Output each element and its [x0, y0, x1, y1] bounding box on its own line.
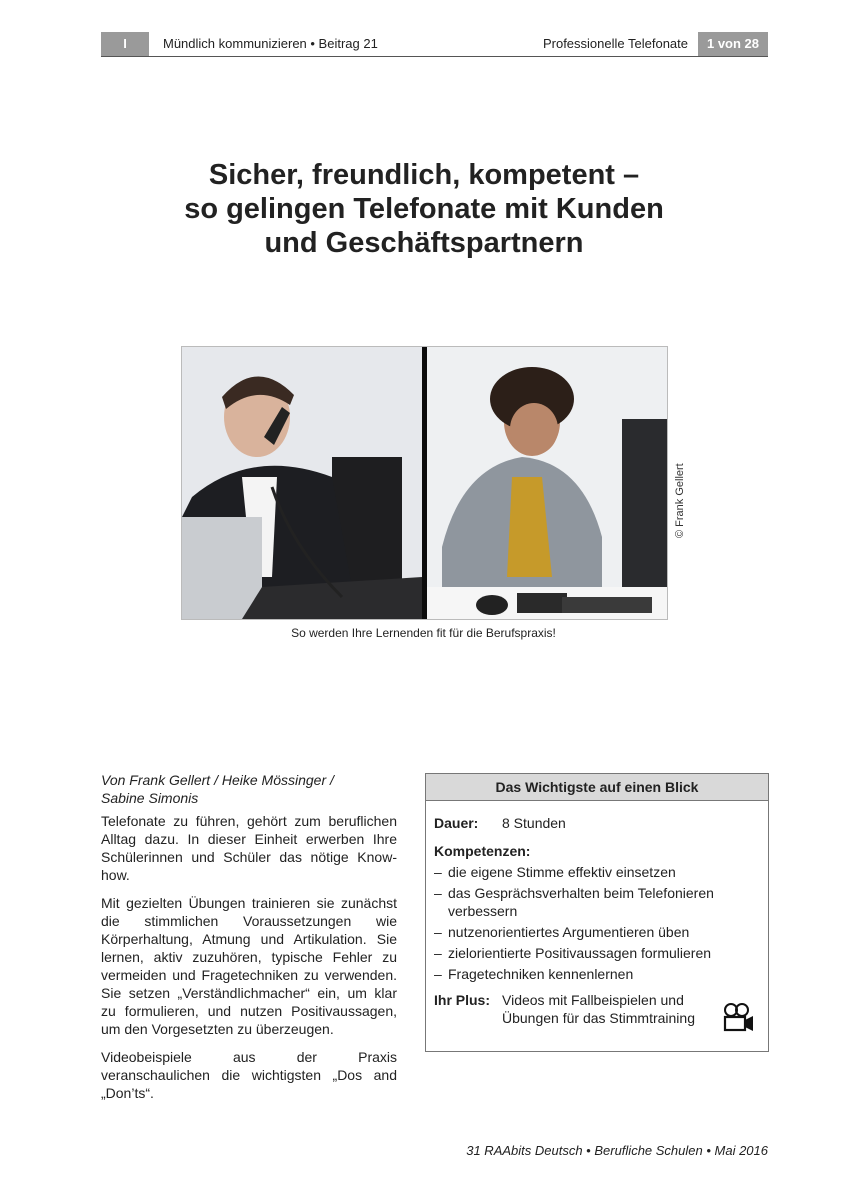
overview-heading: Das Wichtigste auf einen Blick: [426, 774, 768, 801]
competencies-label: Kompetenzen:: [434, 843, 531, 859]
list-item: – das Gesprächsverhalten beim Telefonieren verbessern: [434, 884, 760, 920]
photo-copyright: © Frank Gellert: [674, 463, 686, 538]
title-line-2: so gelingen Telefonate mit Kunden: [184, 193, 664, 225]
page-counter: 1 von 28: [698, 32, 768, 56]
section-badge: I: [101, 32, 149, 56]
header-topic: Professionelle Telefonate: [542, 36, 688, 51]
list-item: – Fragetechniken kennenlernen: [434, 966, 634, 982]
phone-call-illustration: [182, 347, 667, 619]
overview-box: [425, 773, 769, 1052]
list-item: – die eigene Stimme effektiv einsetzen: [434, 864, 676, 880]
authors-line-2: Sabine Simonis: [101, 790, 199, 806]
plus-label: Ihr Plus:: [434, 992, 491, 1008]
video-camera-icon: [722, 1003, 754, 1033]
competency-text: die eigene Stimme effektiv einsetzen: [448, 864, 676, 880]
authors-line-1: Von Frank Gellert / Heike Mössinger /: [101, 772, 334, 788]
page-footer: 31 RAAbits Deutsch • Berufliche Schulen • Mai 2016: [466, 1143, 768, 1158]
page-header: [101, 32, 768, 57]
page-title: [120, 158, 728, 260]
duration-value: 8 Stunden: [502, 815, 566, 831]
title-line-1: Sicher, freundlich, kompetent –: [208, 159, 640, 191]
duration-row: [434, 814, 760, 832]
cover-photo: [181, 346, 668, 620]
intro-paragraph: Videobeispiele aus der Praxis veranschaulichen die wichtigsten „Dos and „Don’ts“.: [101, 1049, 397, 1101]
header-series: Mündlich kommunizieren • Beitrag 21: [163, 36, 378, 51]
duration-label: Dauer:: [434, 815, 479, 831]
plus-value: Videos mit Fallbeispielen und Übungen für das Stimmtraining: [502, 992, 695, 1026]
photo-caption: So werden Ihre Lernenden fit für die Berufspraxis!: [291, 626, 556, 640]
list-item: – nutzenorientiertes Argumentieren üben: [434, 924, 690, 940]
competency-text: das Gesprächsverhalten beim Telefonieren verbessern: [448, 885, 714, 919]
plus-row: [434, 991, 760, 1027]
competency-text: zielorientierte Positivaussagen formulieren: [448, 945, 712, 961]
list-item: – zielorientierte Positivaussagen formulieren: [434, 945, 712, 961]
competency-text: Fragetechniken kennenlernen: [448, 966, 634, 982]
authors: [101, 771, 401, 807]
intro-paragraph: Telefonate zu führen, gehört zum beruflichen Alltag dazu. In dieser Einheit erwerben Ihre Schülerinnen und Schüler das nötige Know-how.: [101, 813, 397, 883]
intro-text: [101, 812, 397, 1112]
intro-paragraph: Mit gezielten Übungen trainieren sie zunächst die stimmlichen Voraussetzungen wie Körperhaltung, Atmung und Artikulation. Sie lernen, aktiv zuzuhören, typische Fehler zu vermeiden und Fragetechniken zu verwenden. Sie setzen „Verständlichmacher“ ein, um klar zu formulieren, und nutzen Positivaussagen, um den Vorgesetzten zu überzeugen.: [101, 895, 397, 1037]
title-line-3: und Geschäftspartnern: [264, 227, 584, 259]
competency-text: nutzenorientiertes Argumentieren üben: [448, 924, 690, 940]
